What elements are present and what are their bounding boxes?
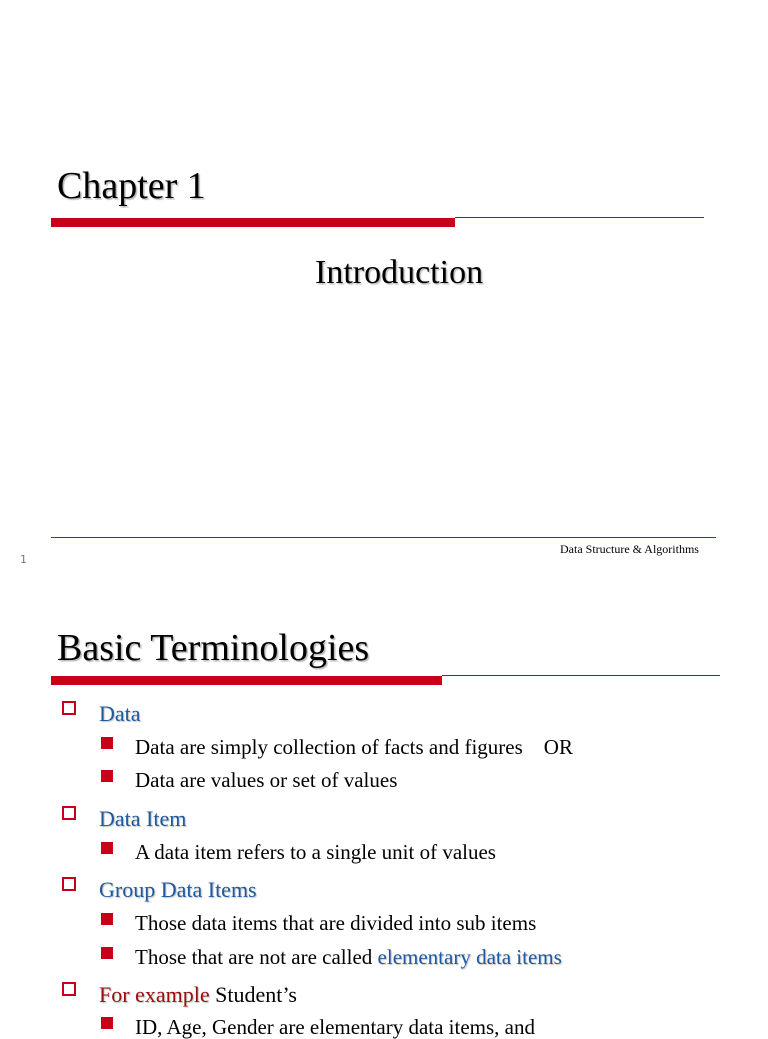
subitem-text (135, 947, 562, 968)
footer-rule (51, 537, 716, 538)
elementary-data-items-term: elementary data items (377, 945, 562, 969)
term-rest: Student’s (209, 982, 297, 1007)
title-underline-thick (51, 676, 442, 685)
filled-square-bullet-icon (101, 947, 113, 959)
title-underline-thin (442, 675, 720, 676)
subitem-prefix: Those that are not are called (135, 945, 378, 969)
term-label: Group Data Items (99, 877, 257, 902)
slide-2-title: Basic Terminologies (57, 627, 370, 669)
filled-square-bullet-icon (101, 737, 113, 749)
footer-text: Data Structure & Algorithms (560, 542, 699, 556)
subitem-text: Data are values or set of values (135, 768, 398, 792)
slide-number: 1 (20, 553, 27, 566)
slide-1-title: Chapter 1 (57, 165, 206, 207)
term-label: Data Item (99, 806, 187, 831)
filled-square-bullet-icon (101, 1017, 113, 1029)
term-line (99, 984, 297, 1006)
title-underline-thin (455, 217, 704, 218)
subitem-text: ID, Age, Gender are elementary data items, and (135, 1015, 535, 1039)
hollow-square-bullet-icon (62, 806, 76, 820)
hollow-square-bullet-icon (62, 701, 76, 715)
subitem-text: Those data items that are divided into sub items (135, 911, 537, 935)
filled-square-bullet-icon (101, 913, 113, 925)
filled-square-bullet-icon (101, 770, 113, 782)
slide-1-subtitle: Introduction (315, 254, 484, 291)
subitem-text: A data item refers to a single unit of values (135, 840, 496, 864)
term-label: Data (99, 701, 141, 726)
hollow-square-bullet-icon (62, 877, 76, 891)
filled-square-bullet-icon (101, 842, 113, 854)
term-label: For example (99, 982, 210, 1007)
hollow-square-bullet-icon (62, 982, 76, 996)
title-underline-thick (51, 218, 455, 227)
subitem-text: Data are simply collection of facts and figures OR (135, 735, 573, 759)
